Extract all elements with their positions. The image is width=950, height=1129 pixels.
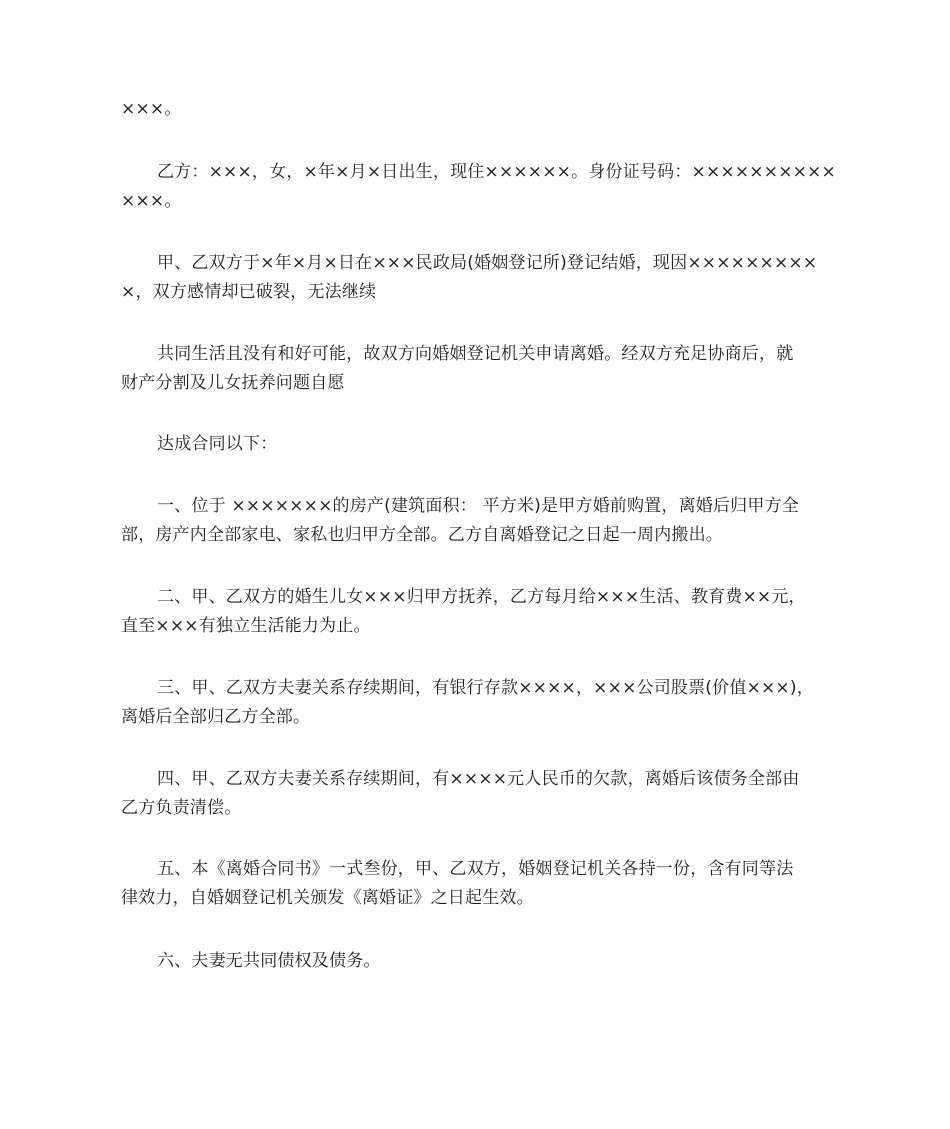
paragraph-divorce-application <box>121 340 833 398</box>
text-line: 甲、乙双方于×年×月×日在×××民政局(婚姻登记所)登记结婚，现因××××××××× <box>157 253 818 273</box>
clause-2 <box>121 583 833 641</box>
text-line: 财产分割及儿女抚养问题自愿 <box>121 373 345 393</box>
text-line: ×，双方感情却已破裂，无法继续 <box>121 282 377 302</box>
clause-3 <box>121 674 833 732</box>
paragraph-party-b <box>121 158 836 216</box>
paragraph-agreement-intro <box>121 430 833 459</box>
text-line: 乙方负责清偿。 <box>121 798 242 818</box>
text-line: 共同生活且没有和好可能，故双方向婚姻登记机关申请离婚。经双方充足协商后，就 <box>157 344 794 364</box>
paragraph-marriage-info <box>121 249 833 307</box>
clause-6 <box>121 947 833 976</box>
text-line: 五、本《离婚合同书》一式叁份，甲、乙双方，婚姻登记机关各持一份，含有同等法 <box>157 859 794 879</box>
text-line: 律效力，自婚姻登记机关颁发《离婚证》之日起生效。 <box>121 888 534 908</box>
text-line: 离婚后全部归乙方全部。 <box>121 707 311 727</box>
clause-5 <box>121 855 833 913</box>
text-line: 乙方：×××，女，×年×月×日出生，现住××××××。身份证号码：×××××××××× <box>157 162 836 182</box>
text-line: 三、甲、乙双方夫妻关系存续期间，有银行存款××××，×××公司股票(价值×××)， <box>157 678 814 698</box>
text-line: 六、夫妻无共同债权及债务。 <box>157 951 381 971</box>
clause-4 <box>121 765 833 823</box>
paragraph-continuation <box>121 95 833 124</box>
text-line: 四、甲、乙双方夫妻关系存续期间，有××××元人民币的欠款，离婚后该债务全部由 <box>157 769 800 789</box>
clause-1 <box>121 492 833 550</box>
text-line: 直至×××有独立生活能力为止。 <box>121 616 371 636</box>
text-line: 一、位于 ×××××××的房产(建筑面积： 平方米)是甲方婚前购置，离婚后归甲方全 <box>157 496 799 516</box>
text-line: 部，房产内全部家电、家私也归甲方全部。乙方自离婚登记之日起一周内搬出。 <box>121 525 723 545</box>
text-line: ×××。 <box>121 99 182 119</box>
text-line: 二、甲、乙双方的婚生儿女×××归甲方抚养，乙方每月给×××生活、教育费××元， <box>157 587 806 607</box>
text-line: 达成合同以下： <box>157 434 278 454</box>
text-line: ×××。 <box>121 191 182 211</box>
